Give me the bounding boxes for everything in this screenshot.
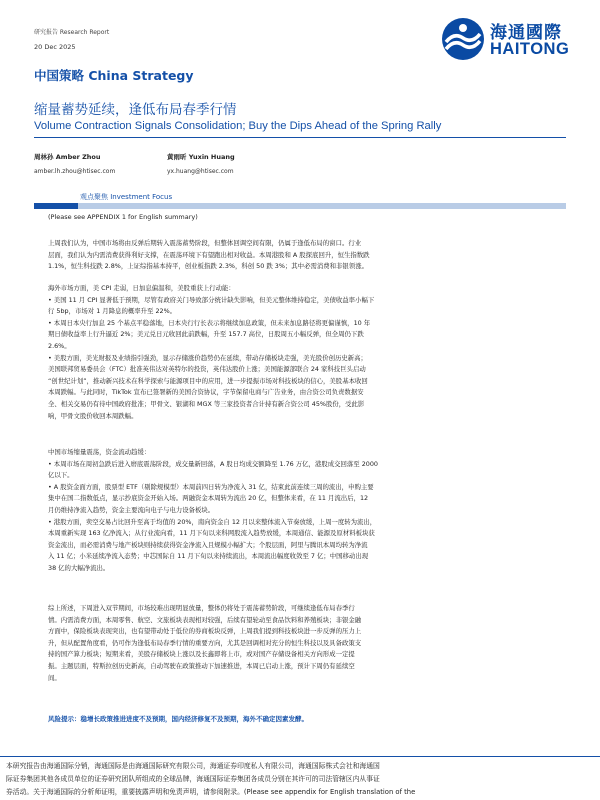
text-line: • 本周日本央行加息 25 个基点平稳落地，日本央行行长表示将继续加息政策，但未来加息路径将更偏谨慎，10 年 [48,318,371,327]
text-line: • 美国 11 月 CPI 显著低于预期，尽管有政府关门导致部分统计缺失影响，但美元整体维持稳定，美债收益率小幅下 [48,295,375,304]
text-line: 本周跌幅。与此同时，TikTok 宣布已签署新的美国合资协议，字节保留电商与广告业务，由合资公司负责数据安 [48,388,364,397]
text-line: 情。内需消费方面，本周零售、航空、文旅板块表现相对较强，后续有望轮动至食品饮料和养殖板块；非银金融 [48,615,362,624]
strategy-label: 中国策略 China Strategy [34,68,194,83]
report-date: 20 Dec 2025 [34,43,76,51]
text-line: 月仍维持净流入趋势，资金主要流向电子与电力设备板块。 [48,505,215,514]
text-line: 集中在国二指数低点，显示抄底资金开始入场。两融资金本周转为流出 20 亿，但整体来看，在 11 月流出后，12 [48,494,369,503]
author-email[interactable]: yx.huang@htisec.com [167,168,234,175]
text-line: 升，但从配置角度看，仍可作为逢低布局春季行情的重要方向，尤其是回调相对充分的恒生科技以及具备政策支 [48,638,362,647]
text-line: 1.1%，恒生科技跌 2.8%，上证综指基本持平，创业板指跌 2.3%，科创 50 跌 3%；其中必需消费和非银领涨。 [48,262,368,271]
text-line: • 美股方面，美光财报及业绩指引强劲，显示存储涨价趋势仍在延续，带动存储板块走强，美光股价创历史新高； [48,353,367,362]
text-line: 方面中，保险板块表现突出，也有望带动处于低位的券商板块反弹，上周我们提到科技板块进一步反弹的压力上 [48,627,362,636]
author-name: 黄雨昕 Yuxin Huang [167,153,235,161]
text-line: 美国联邦贸易委员会（FTC）批准英伟达对英特尔的投资，英伟达股价上涨；美国能源部联合 24 家科技巨头启动 [48,365,366,374]
footer-line: 本研究报告由海通国际分销，海通国际是由海通国际研究有限公司，海通证券印度私人有限公司，海通国际株式会社和海通国 [6,762,380,770]
text-line: 间。 [48,673,61,682]
conclusion-paragraph [48,603,558,684]
footer-line: 际证券集团其他各成员单位的证券研究团队所组成的全球品牌，海通国际证券集团各成员分别在其许可的司法管辖区内从事证 [6,775,380,783]
text-line: 层面，我们认为内需消费获得利好支撑，在震荡环境下有望跑出相对收益。本周港股和 A 股探底回升，恒生指数跌 [48,250,370,259]
text-line: 综上所述，下周进入双节期间，市场较难出现明显放量，整体仍将处于震荡蓄势阶段，可继续逢低布局春季行 [48,604,355,612]
text-line: • 本周市场在周初急跌后进入磨底震荡阶段，成交量新回落，A 股日均成交额降至 1.76 万亿，港股成交回落至 2000 [48,459,378,468]
text-line: 上周我们认为，中国市场将由反弹后期转入震荡蓄势阶段，但整体回调空间有限，仍属于逢低布局的窗口。行业 [48,239,362,247]
text-line: 全、相关交易仍有待中国政府批准；甲骨文、银湖和 MGX 等三家投资者合计持有新合资公司 45%股份，受此影 [48,399,365,408]
text-line: 期日债收益率上行升逼近 2%；美元兑日元收回此前跌幅，升至 157.7 高位，日股周五小幅反弹，但全周仍下跌 [48,330,364,339]
footer-divider [0,756,600,757]
author-email[interactable]: amber.lh.zhou@htisec.com [34,168,116,175]
report-type: 研究报告 Research Report [34,29,110,36]
appendix-note: (Please see APPENDIX 1 for English summary) [48,213,198,221]
text-line: • 港股方面，卖空交易占比回升至高于均值的 20%，南向资金自 12 月以来整体流入节奏放缓，上周一度转为流出， [48,517,377,526]
report-title-en: Volume Contraction Signals Consolidation; Buy the Dips Ahead of the Spring Rally [34,120,442,132]
text-line: 中国市场缩量震荡，资金流动趋缓： [48,448,151,456]
logo-name-cn: 海通國際 [490,23,562,43]
china-market-paragraph [48,447,558,575]
text-line: 振。主题层面，特斯拉创历史新高，自动驾驶在政策推动下加速推进，本周已启动上涨，预计下周仍有延续空 [48,661,355,670]
risk-warning: 风险提示：稳增长政策推进进度不及预期，国内经济修复不及预期，海外不确定因素发酵。 [48,715,308,723]
text-line: 2.6%。 [48,341,71,350]
haitong-logo [440,16,572,62]
text-line: “创世纪计划”，推动新兴技术在科学探索与能源项目中的应用，进一步提振市场对科技板块的信心，美股基本收回 [48,376,368,385]
text-line: 本周重新实现 163 亿净流入；从行业流向看，11 月下旬以来科网股流入趋势放缓，本周通信、能源及原材料板块获 [48,529,375,538]
text-line: 海外市场方面，美 CPI 走弱，日加息偏温和，美股重获上行动能： [48,284,235,292]
focus-bar [34,203,566,209]
text-line: 行 5bp，市场对 1 月降息的概率升至 22%。 [48,307,177,316]
investment-focus-label: 观点聚焦 Investment Focus [80,193,173,201]
text-line: 入 11 亿；小米延续净流入态势；中芯国际自 11 月下旬以来持续流出，本周流出幅度收敛至 7 亿；中国移动出现 [48,552,369,561]
footer-disclaimer [6,760,594,799]
text-line: • A 股资金面方面，股票型 ETF（剔除规模型）本周前四日转为净流入 31 亿，结束此前连续三周的流出，申购主要 [48,482,374,491]
text-line: 响，甲骨文股价收回本周跌幅。 [48,411,138,420]
focus-bar-accent [34,203,78,209]
text-line: 亿以下。 [48,471,74,480]
footer-line: 券活动。关于海通国际的分析师证明，重要披露声明和免责声明，请参阅附录。(Please see appendix for English translation of the [6,788,416,796]
text-line: 持的国产算力板块；短期来看，美股存储板块上涨以及长鑫即将上市，或对国产存储设备相关方向形成一定提 [48,650,355,659]
overseas-paragraph [48,283,558,422]
logo-name-en: HAITONG [490,40,570,58]
author-name: 周林孙 Amber Zhou [34,153,101,161]
text-line: 资金流出，而必需消费与地产板块则持续获得资金净流入且规模小幅扩大；个股层面，阿里与腾讯本周均转为净流 [48,540,368,549]
title-divider [34,137,566,138]
text-line: 38 亿的大幅净流出。 [48,563,110,572]
haitong-emblem-icon [440,16,486,62]
report-title-cn: 缩量蓄势延续，逢低布局春季行情 [34,102,237,118]
summary-paragraph [48,238,558,273]
